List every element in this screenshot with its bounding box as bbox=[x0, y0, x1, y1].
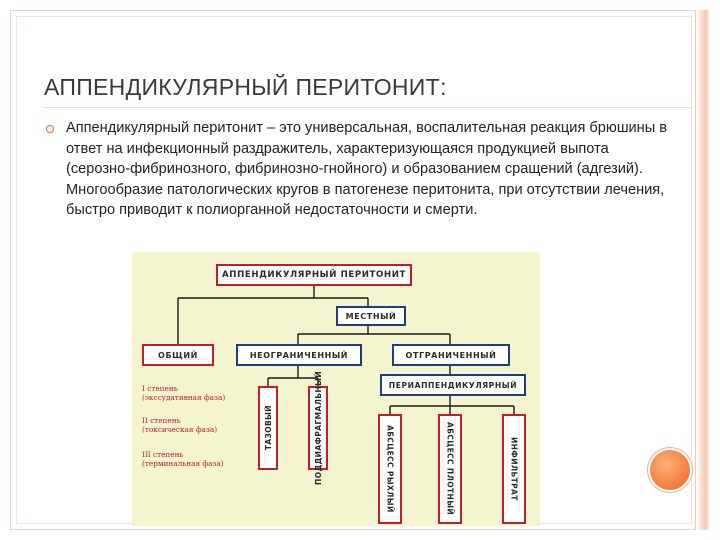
stage-1-text bbox=[142, 384, 225, 402]
periappendicular-box bbox=[380, 374, 526, 396]
abscess-loose-box bbox=[378, 414, 402, 524]
slide-title: АППЕНДИКУЛЯРНЫЙ ПЕРИТОНИТ: bbox=[44, 74, 447, 100]
stage-2-phase: (токсическая фаза) bbox=[142, 425, 218, 434]
classification-diagram bbox=[132, 252, 540, 526]
infiltrate-box bbox=[502, 414, 526, 524]
stage-3-text bbox=[142, 450, 224, 468]
unlimited-label: НЕОГРАНИЧЕННЫЙ bbox=[249, 350, 349, 360]
stage-2-text bbox=[142, 416, 217, 434]
pelvic-label: ТАЗОВЫЙ bbox=[263, 405, 273, 451]
local-box bbox=[336, 306, 406, 326]
pelvic-box bbox=[258, 386, 278, 470]
title-underline bbox=[44, 107, 692, 108]
abscess-dense-label: АБСЦЕСС ПЛОТНЫЙ bbox=[445, 422, 455, 516]
subphrenic-box bbox=[308, 371, 328, 485]
stage-1-phase: (экссудативная фаза) bbox=[142, 393, 226, 402]
stage-3-name: III степень bbox=[142, 450, 184, 459]
bullet-icon bbox=[46, 125, 54, 133]
stage-1-name: I степень bbox=[142, 384, 178, 393]
unlimited-box bbox=[236, 344, 362, 366]
subphrenic-label: ПОДДИАФРАГМАЛЬНЫЙ bbox=[313, 371, 323, 485]
root-peritonitis-label: АППЕНДИКУЛЯРНЫЙ ПЕРИТОНИТ bbox=[222, 270, 406, 280]
abscess-loose-label: АБСЦЕСС РЫХЛЫЙ bbox=[385, 425, 395, 513]
abscess-dense-box bbox=[438, 414, 462, 524]
limited-label: ОТГРАНИЧЕННЫЙ bbox=[405, 350, 497, 360]
general-box bbox=[142, 344, 214, 366]
decorative-orange-circle bbox=[648, 448, 692, 492]
infiltrate-label: ИНФИЛЬТРАТ bbox=[509, 437, 519, 501]
root-peritonitis-box bbox=[216, 264, 412, 286]
general-label: ОБЩИЙ bbox=[158, 350, 198, 360]
stage-2-name: II степень bbox=[142, 416, 181, 425]
local-label: МЕСТНЫЙ bbox=[345, 311, 397, 321]
periappendicular-label: ПЕРИАППЕНДИКУЛЯРНЫЙ bbox=[388, 380, 518, 390]
slide-frame-right-band bbox=[695, 10, 709, 530]
definition-paragraph: Аппендикулярный перитонит – это универсальная, воспалительная реакция брюшины в ответ на инфекционный раздражитель, характеризующаяся продукцией выпота (серозно-фибринозного, фибринозно-гнойного) и образованием сращений (адгезий). Многообразие патологических кругов в патогенезе перитонита, при отсутствии лечения, быстро приводит к полиорганной недостаточности и смерти. bbox=[66, 120, 668, 219]
stage-3-phase: (терминальная фаза) bbox=[142, 459, 224, 468]
limited-box bbox=[392, 344, 510, 366]
